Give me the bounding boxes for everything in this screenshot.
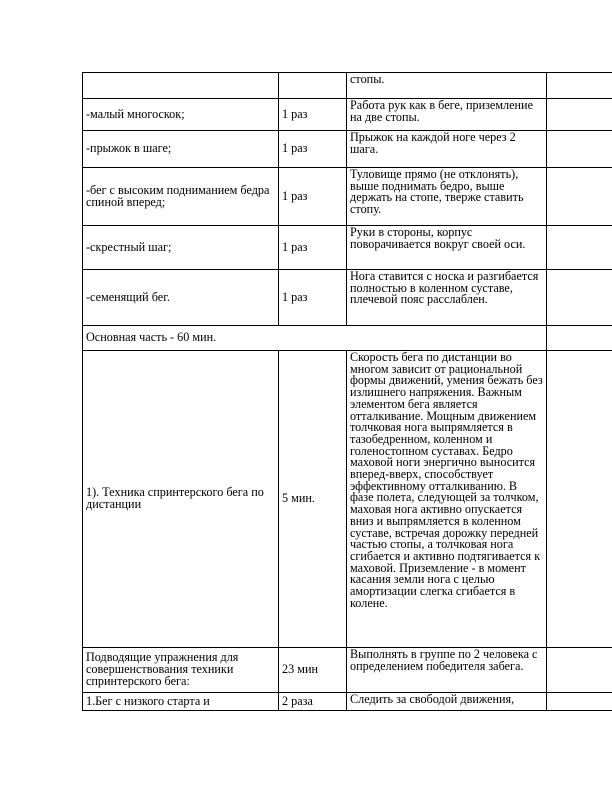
exercise-cell: 1.Бег с низкого старта и bbox=[83, 693, 279, 711]
notes-cell: Руки в стороны, корпус поворачивается вокруг своей оси. bbox=[347, 226, 547, 270]
empty-cell bbox=[547, 226, 612, 270]
dose-cell: 1 раз bbox=[279, 270, 347, 326]
dose-cell: 1 раз bbox=[279, 99, 347, 131]
section-title: Основная часть - 60 мин. bbox=[83, 326, 547, 351]
table-row bbox=[83, 693, 612, 711]
dose-cell: 1 раз bbox=[279, 226, 347, 270]
empty-cell bbox=[547, 351, 612, 648]
table-row bbox=[83, 270, 612, 326]
exercise-cell bbox=[83, 73, 279, 99]
dose-cell: 5 мин. bbox=[279, 351, 347, 648]
empty-cell bbox=[547, 270, 612, 326]
table-row bbox=[83, 73, 612, 99]
notes-cell: Работа рук как в беге, приземление на две стопы. bbox=[347, 99, 547, 131]
table-row bbox=[83, 131, 612, 168]
dose-cell: 1 раз bbox=[279, 131, 347, 168]
exercise-cell: -бег с высоким подниманием бедра спиной вперед; bbox=[83, 168, 279, 226]
exercise-cell: -прыжок в шаге; bbox=[83, 131, 279, 168]
exercise-cell: -скрестный шаг; bbox=[83, 226, 279, 270]
table-row bbox=[83, 99, 612, 131]
empty-cell bbox=[547, 648, 612, 693]
table-row bbox=[83, 168, 612, 226]
empty-cell bbox=[547, 99, 612, 131]
table-row bbox=[83, 648, 612, 693]
notes-cell: Нога ставится с носка и разгибается полностью в коленном суставе, плечевой пояс расслаблен. bbox=[347, 270, 547, 326]
dose-cell: 2 раза bbox=[279, 693, 347, 711]
notes-cell: Выполнять в группе по 2 человека с определением победителя забега. bbox=[347, 648, 547, 693]
section-row bbox=[83, 326, 612, 351]
dose-cell: 1 раз bbox=[279, 168, 347, 226]
empty-cell bbox=[547, 131, 612, 168]
dose-cell bbox=[279, 73, 347, 99]
exercise-cell: -малый многоскок; bbox=[83, 99, 279, 131]
dose-cell: 23 мин bbox=[279, 648, 347, 693]
empty-cell bbox=[547, 326, 612, 351]
notes-cell: Прыжок на каждой ноге через 2 шага. bbox=[347, 131, 547, 168]
notes-cell: стопы. bbox=[347, 73, 547, 99]
empty-cell bbox=[547, 168, 612, 226]
empty-cell bbox=[547, 73, 612, 99]
notes-cell: Следить за свободой движения, bbox=[347, 693, 547, 711]
notes-cell: Скорость бега по дистанции во многом зависит от рациональной формы движений, умения бежать без излишнего напряжения. Важным элементом бега является отталкивание. Мощным движением толчковая нога выпрямляется в тазобедренном, коленном и голеностопном суставах. Бедро маховой ноги энергично выносится вперед-вверх, способствует эффективному отталкиванию. В фазе полета, следующей за толчком, маховая нога активно опускается вниз и выпрямляется в коленном суставе, встречая дорожку передней частью стопы, а толчковая нога сгибается и активно подтягивается к маховой. Приземление - в момент касания земли нога с целью амортизации слегка сгибается в колене. bbox=[347, 351, 547, 648]
lesson-plan-table bbox=[82, 72, 612, 711]
notes-cell: Туловище прямо (не отклонять), выше поднимать бедро, выше держать на стопе, тверже ставить стопу. bbox=[347, 168, 547, 226]
exercise-cell: -семенящий бег. bbox=[83, 270, 279, 326]
empty-cell bbox=[547, 693, 612, 711]
table-row bbox=[83, 351, 612, 648]
exercise-cell: 1). Техника спринтерского бега по дистанции bbox=[83, 351, 279, 648]
exercise-cell: Подводящие упражнения для совершенствования техники спринтерского бега: bbox=[83, 648, 279, 693]
table-row bbox=[83, 226, 612, 270]
